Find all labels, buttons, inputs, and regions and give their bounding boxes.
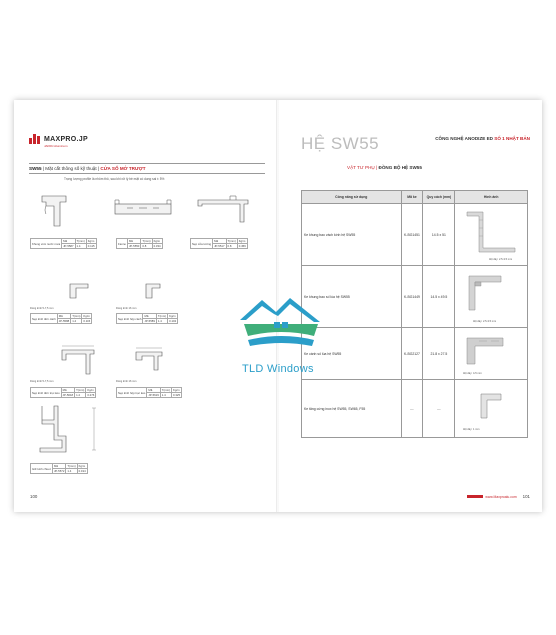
profile-drawing-8 [32,400,110,464]
thickness-caption: Độ dày: 4-5 mm [463,372,482,375]
profile-w: 0.194 [78,469,86,473]
inox-bracket-image [461,386,521,426]
profile-table-7 [116,387,182,398]
header-size: Quy cách (mm) [423,191,455,204]
row-usage: Ke tăng cứng inox hệ SW55, SW65, F55 [302,380,402,438]
profile-code: JP-5550 [128,244,140,248]
row-size: 14.5 x 51 [423,204,455,266]
col-t: T(mm) [157,314,167,318]
profile-w: 0.115 [87,244,95,248]
profile-drawing-6 [58,340,102,380]
profile-code: JP-5589 [144,319,155,323]
row-size: 21.8 x 27.5 [423,328,455,380]
accessory-table [301,190,528,438]
tagline-prefix: CÔNG NGHỆ ANODIZE ED [435,136,493,141]
subtitle [347,165,422,170]
col-t: T(mm) [76,388,85,392]
table-row [302,380,528,438]
section-highlight: CỬA SỔ MỞ TRƯỢT [100,166,146,171]
col-w: Kg/m [83,314,90,318]
profile-drawing-1 [36,192,74,230]
table-row [302,266,528,328]
col-w: Kg/m [169,314,176,318]
col-t: T(mm) [142,239,151,243]
profile-name: Nẹp kính hộp trục kéo [117,388,147,398]
col-t: T(mm) [76,239,85,243]
profile-name: Nẹp kính hộp cánh [117,314,143,324]
header-code: Mã ke [401,191,423,204]
profile-w: 0.276 [87,393,95,397]
col-code: Mã [147,388,160,393]
website-footer [467,494,530,499]
profile-name: Nẹp kính đơn cánh [31,314,58,324]
profile-t: 1.4 [66,469,77,474]
website-bar [467,495,483,498]
brand-name: MAXPRO.JP [44,135,88,143]
profile-w: 0.102 [169,319,177,323]
profile-drawing-5 [142,280,172,302]
profile-table-6 [30,387,96,398]
row-usage: Ke khung bao vách kính hệ SW55 [302,204,402,266]
profile-t: 0.8 [141,244,152,249]
row-code: --- [401,380,423,438]
corner-bracket-image [461,208,521,254]
profile-table-4 [30,313,92,324]
profile-t: 1.4 [75,393,86,398]
profile-t: 1.4 [156,319,167,324]
profile-table-5 [116,313,178,324]
tagline-highlight: SỐ 1 NHẬT BẢN [494,136,530,141]
profile-table-1 [30,238,97,249]
row-image [455,380,528,438]
section-subtitle: Mặt cắt thông số kỹ thuật [45,166,97,171]
col-code: Mã [213,239,226,244]
col-t: T(mm) [67,464,76,468]
profile-code: JP-5587 [63,244,74,248]
col-code: Mã [143,314,156,319]
profile-drawing-4 [66,280,96,302]
page-title: HỆ SW55 [301,134,380,153]
col-w: Kg/m [238,239,246,243]
col-w: Kg/m [153,239,161,243]
tld-windows-logo-icon [234,292,326,358]
corner-bracket-image [461,332,521,370]
row-size: --- [423,380,455,438]
glass-caption: Dùng kính 5-7,5 mm [30,380,54,383]
table-row [302,204,528,266]
row-code: K-BG2127 [401,328,423,380]
profile-code: JP-5517 [214,244,225,248]
row-image [455,266,528,328]
section-title: SW55 | Mặt cắt thông số kỹ thuật | CỬA SỔ MỞ TRƯỢT [29,163,265,174]
profile-t: 0.8 [226,244,237,249]
section-series: SW55 [29,166,42,171]
col-t: T(mm) [72,314,81,318]
col-t: T(mm) [227,239,236,243]
page-number-right: 101 [522,494,530,499]
profile-table-8 [30,463,88,474]
profile-t: 1.4 [71,319,82,324]
profile-code: JP-5588 [58,319,70,323]
thickness-caption: Độ dày: 1 mm [463,428,480,431]
profile-table-2 [116,238,163,249]
brand-mark-icon [29,134,40,144]
profile-drawing-3 [194,194,254,228]
thickness-caption: Độ dày: 2.5-3.5 mm [489,258,513,261]
col-code: Mã [52,464,65,469]
profile-w: 0.456 [238,244,246,248]
profile-table-3 [190,238,248,249]
corner-bracket-image [461,270,521,316]
row-image [455,204,528,266]
row-code: K-BG1451 [401,204,423,266]
profile-t: 1.4 [160,393,171,398]
profile-w: 0.115 [83,319,91,323]
col-code: Mã [62,239,75,244]
profile-t: 1.4 [75,244,86,249]
watermark-text: TLD Windows [242,363,314,375]
col-code: Mã [127,239,140,244]
subtitle-red: VẬT TƯ PHỤ [347,165,375,170]
profile-code: JP-5618 [62,393,74,397]
row-usage: Ke cánh số lùa hệ SW55 [302,328,402,380]
profile-name: Nẹp kính đơn trục kéo [31,388,62,398]
profile-w: 0.334 [153,244,161,248]
thickness-caption: Độ dày: 2.5-3.5 mm [473,320,497,323]
header-image: Hình ảnh [455,191,528,204]
table-row [302,328,528,380]
col-w: Kg/m [78,464,86,468]
profile-w: 0.325 [173,393,181,397]
profile-drawing-2 [109,194,177,224]
glass-caption: Dùng kính 16 mm [116,307,137,310]
col-code: Mã [57,314,70,319]
page-number-left: 100 [30,494,38,499]
profile-code: JP-5572 [53,469,65,473]
glass-caption: Dùng kính 16 mm [116,380,137,383]
glass-caption: Dùng kính 5-7,5 mm [30,307,54,310]
row-code: K-BG1449 [401,266,423,328]
col-w: Kg/m [87,388,94,392]
profile-code: JP-5619 [148,393,159,397]
brand-logo [29,134,88,144]
subtitle-bold: ĐỒNG BỘ HỆ SW55 [378,165,422,170]
profile-name: Nẹp cửa tường [191,239,213,249]
row-image [455,328,528,380]
col-t: T(mm) [161,388,171,392]
row-size: 14.5 x 49.5 [423,266,455,328]
subtitle-separator: | [376,165,378,170]
tagline [435,136,530,141]
col-w: Kg/m [173,388,180,392]
profile-name: Fanno [117,239,128,249]
row-usage: Ke khung bao số lùa hệ SW55 [302,266,402,328]
weight-note: Trọng lượng profile là nhôm thô, sau khi xử lý bề mặt có dung sai ± 5% [64,177,165,181]
profile-name: Khung vòm nước mưa [31,239,62,249]
col-w: Kg/m [87,239,95,243]
website-link[interactable]: www.Maxproalu.com [485,494,517,499]
profile-name: Giữ kính chia ô [31,464,53,474]
brand-sub: JAPAN Aluminum [44,144,68,148]
profile-drawing-7 [132,344,168,378]
header-usage: Công năng sử dụng [302,191,402,204]
col-code: Mã [61,388,74,393]
